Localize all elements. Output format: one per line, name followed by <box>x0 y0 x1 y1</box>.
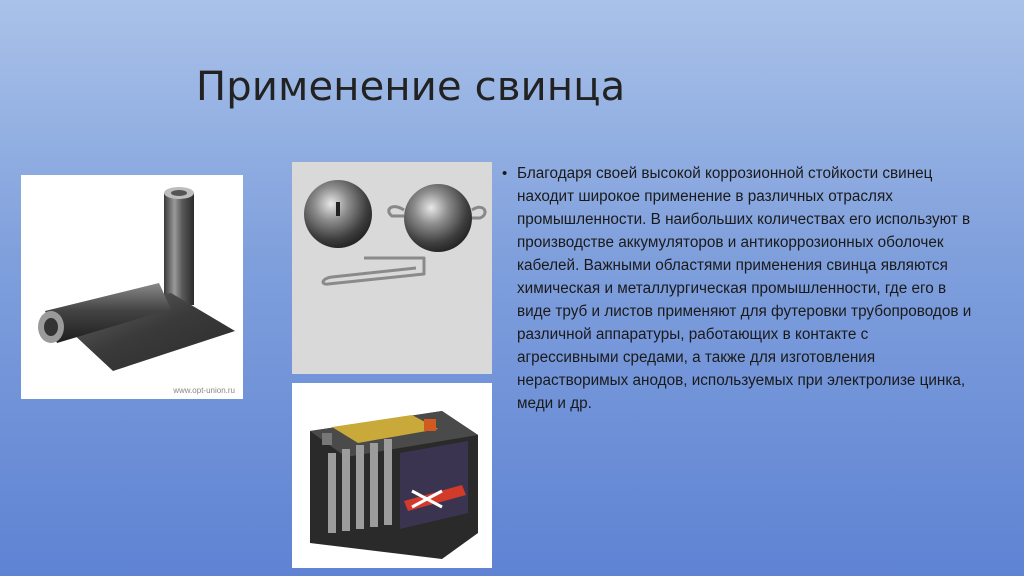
battery-illustration <box>292 383 492 568</box>
lead-acid-battery-photo <box>292 383 492 568</box>
slide-title: Применение свинца <box>196 64 626 110</box>
lead-rolls-illustration <box>21 175 243 399</box>
body-paragraph: Благодаря своей высокой коррозионной стойкости свинец находит широкое применение в различных отраслях промышленности. В наибольших количествах его используют в производстве аккумуляторов и антикоррозионных оболочек кабелей. Важными областями применения свинца являются химическая и металлургическая промышленности, где его в виде труб и листов применяют для футеровки трубопроводов и различной аппаратуры, работающих в контакте с агрессивными средами, а также для изготовления нерастворимых анодов, используемых при электролизе цинка, меди и др. <box>517 165 972 412</box>
bullet-item <box>502 162 972 415</box>
slide-body <box>502 162 972 415</box>
lead-sinkers-illustration <box>292 162 492 374</box>
bullet-marker: • <box>502 165 508 182</box>
lead-rolls-photo <box>21 175 243 399</box>
image-watermark: www.opt-union.ru <box>173 386 235 395</box>
lead-sinkers-photo <box>292 162 492 374</box>
